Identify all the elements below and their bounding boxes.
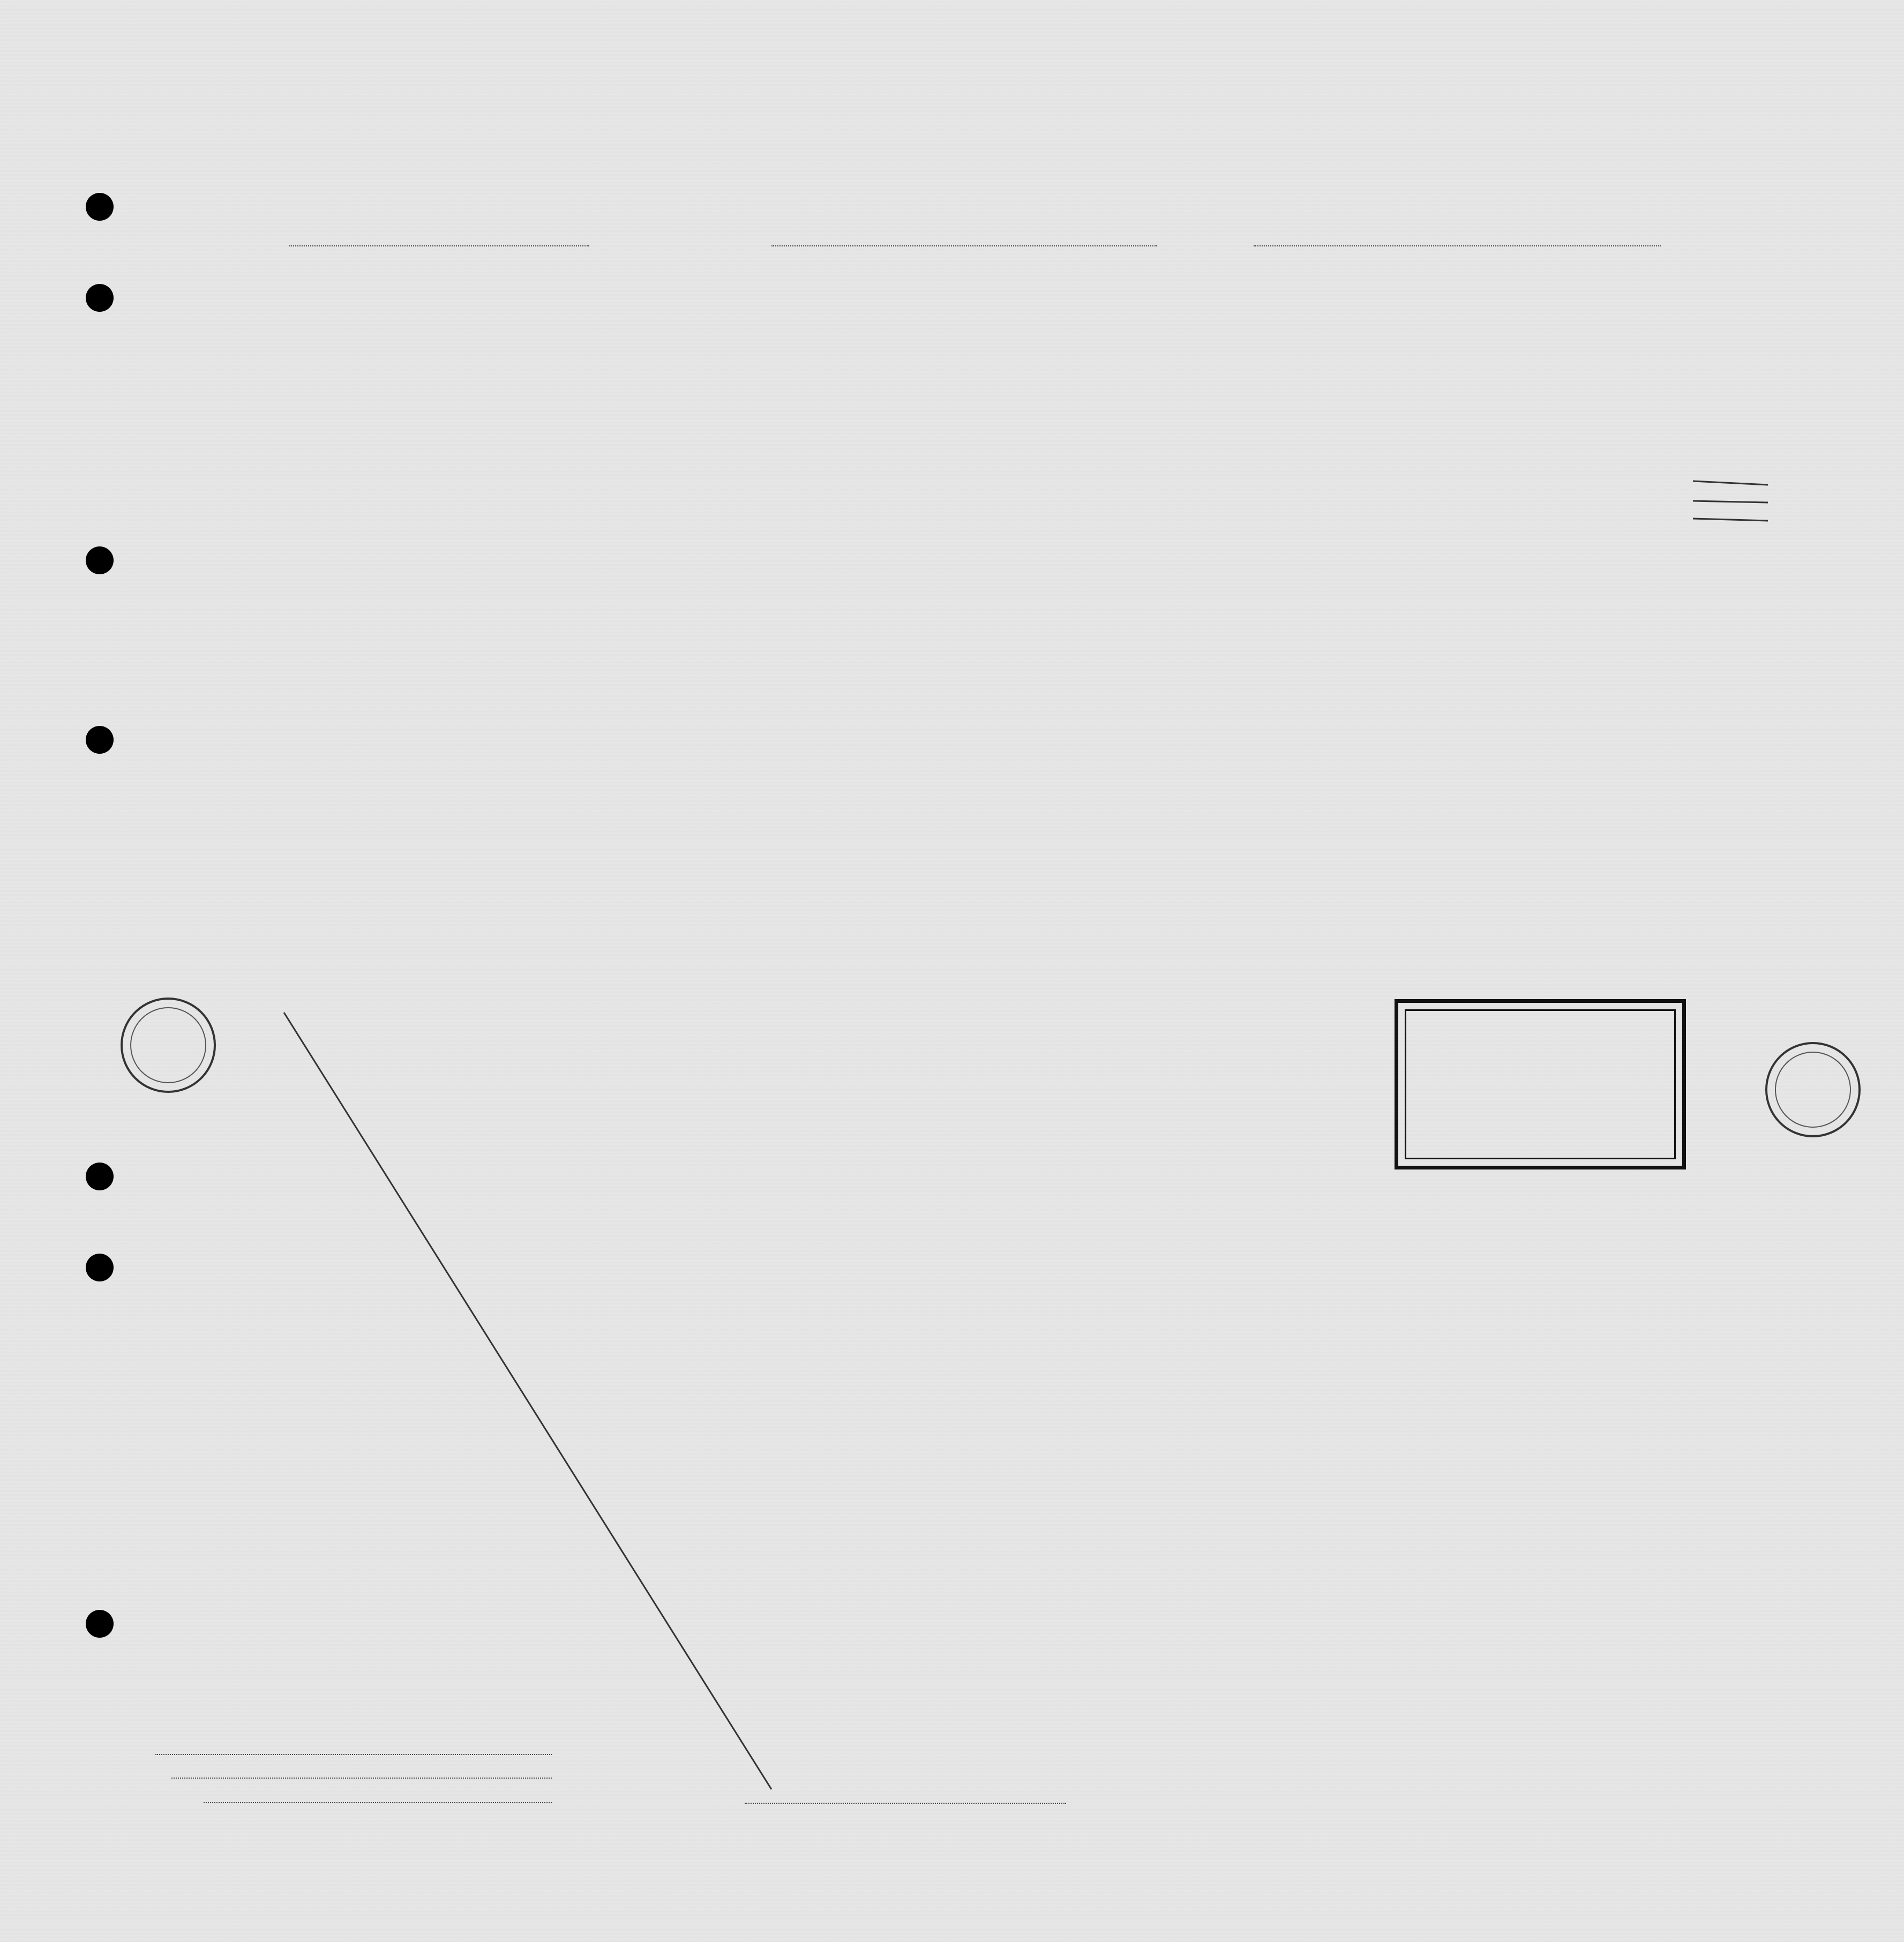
footer-line-underline <box>155 1754 552 1755</box>
port-seal-right <box>1765 1042 1861 1137</box>
shipping-commissioner-stamp <box>1395 999 1686 1169</box>
footer-agents-underline <box>204 1802 552 1803</box>
inspector-underline <box>745 1803 1066 1804</box>
footer-owners-underline <box>171 1778 552 1779</box>
port-seal-left <box>121 998 216 1093</box>
